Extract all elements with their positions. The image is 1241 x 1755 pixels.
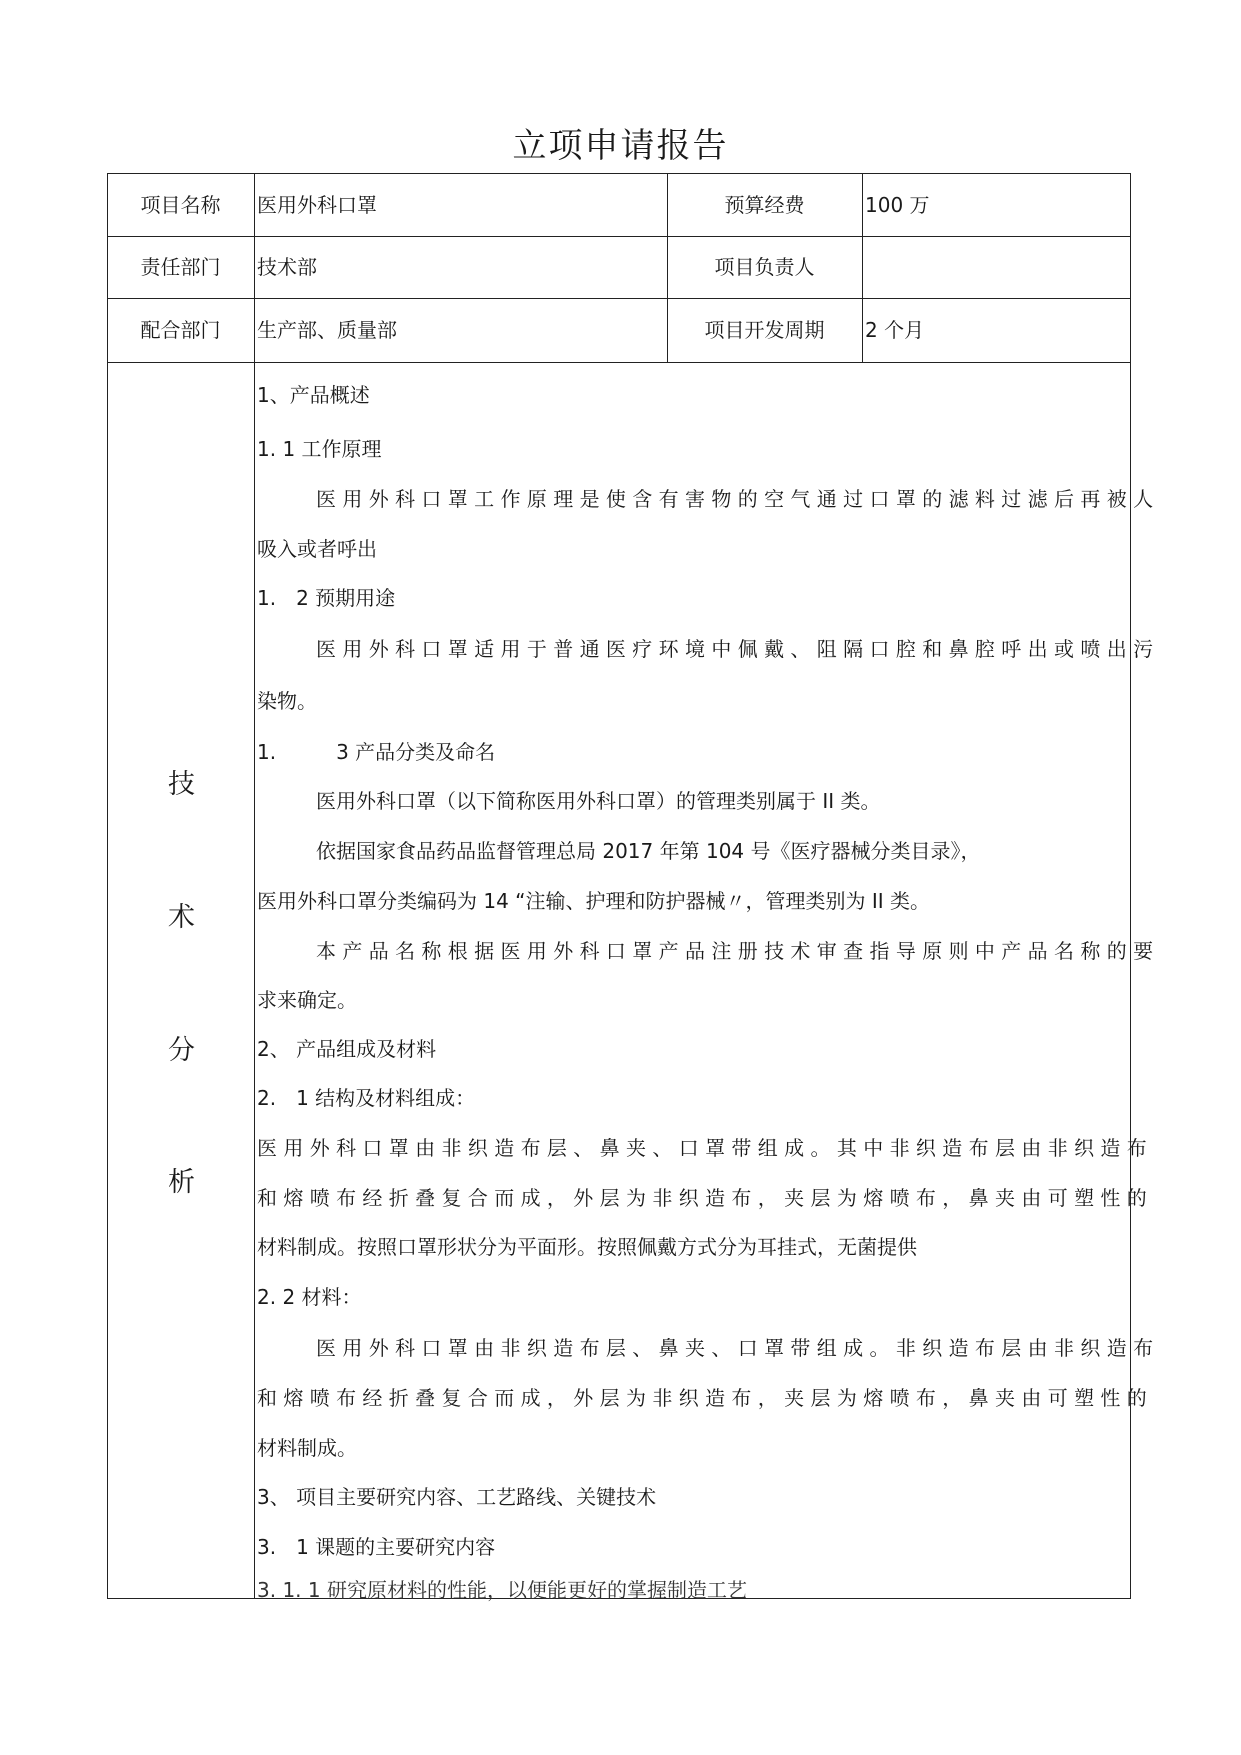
paragraph-line: 和 熔 喷 布 经 折 叠 复 合 而 成 ， 外 层 为 非 织 造 布 ， 夹 层 为 熔 喷 布 ， 鼻 夹 由 可 塑 性 的 [257, 1386, 1147, 1410]
row-divider [107, 298, 1131, 299]
side-label-char: 分 [168, 1035, 195, 1066]
paragraph-line: 医 用 外 科 口 罩 适 用 于 普 通 医 疗 环 境 中 佩 戴 、 阻 隔 口 腔 和 鼻 腔 呼 出 或 喷 出 污 [316, 637, 1154, 661]
column-divider [254, 173, 255, 1599]
subsection-heading: 1. 1 工作原理 [257, 437, 382, 461]
paragraph-line: 医 用 外 科 口 罩 由 非 织 造 布 层 、 鼻 夹 、 口 罩 带 组 成 。 非 织 造 布 层 由 非 织 造 布 [316, 1336, 1154, 1360]
subsection-heading: 2. 1 结构及材料组成： [257, 1086, 476, 1110]
label-budget: 预算经费 [724, 193, 805, 217]
paragraph-line: 材料制成。按照口罩形状分为平面形。按照佩戴方式分为耳挂式，无菌提供 [257, 1235, 917, 1259]
paragraph-line: 染物。 [257, 689, 317, 713]
cut-off-line [257, 1578, 1128, 1602]
cut-off-line-text: 3. 1. 1 研究原材料的性能，以便能更好的掌握制造工艺 [257, 1578, 747, 1602]
side-label-char: 术 [168, 902, 195, 933]
value-project-name: 医用外科口罩 [257, 193, 377, 217]
section-heading: 2、 产品组成及材料 [257, 1037, 437, 1061]
section-heading: 1、产品概述 [257, 383, 370, 407]
paragraph-line: 吸入或者呼出 [257, 537, 377, 561]
subsection-heading: 1. 2 预期用途 [257, 586, 396, 610]
paragraph-line: 和 熔 喷 布 经 折 叠 复 合 而 成 ， 外 层 为 非 织 造 布 ， 夹 层 为 熔 喷 布 ， 鼻 夹 由 可 塑 性 的 [257, 1186, 1147, 1210]
subsection-heading: 1. 3 产品分类及命名 [257, 740, 496, 764]
column-divider [862, 173, 863, 362]
paragraph-line: 材料制成。 [257, 1436, 357, 1460]
paragraph-line: 医 用 外 科 口 罩 由 非 织 造 布 层 、 鼻 夹 、 口 罩 带 组 成 。 其 中 非 织 造 布 层 由 非 织 造 布 [257, 1136, 1147, 1160]
value-budget: 100 万 [865, 193, 930, 217]
paragraph-line: 本 产 品 名 称 根 据 医 用 外 科 口 罩 产 品 注 册 技 术 审 查 指 导 原 则 中 产 品 名 称 的 要 [316, 939, 1154, 963]
subsection-heading: 2. 2 材料： [257, 1285, 362, 1309]
side-label-char: 析 [168, 1167, 195, 1198]
page-title: 立项申请报告 [512, 126, 729, 166]
row-divider [107, 362, 1131, 363]
value-dev-cycle: 2 个月 [865, 318, 925, 342]
value-cooperating-dept: 生产部、质量部 [257, 318, 397, 342]
label-responsible-dept: 责任部门 [140, 255, 221, 279]
paragraph-line: 医用外科口罩分类编码为 14 “注输、护理和防护器械〃，管理类别为 II 类。 [257, 889, 931, 913]
section-heading: 3、 项目主要研究内容、工艺路线、关键技术 [257, 1485, 657, 1509]
side-label-char: 技 [168, 769, 195, 800]
label-project-name: 项目名称 [140, 193, 221, 217]
label-dev-cycle: 项目开发周期 [704, 318, 825, 342]
paragraph-line: 医用外科口罩（以下简称医用外科口罩）的管理类别属于 II 类。 [316, 789, 881, 813]
paragraph-line: 医 用 外 科 口 罩 工 作 原 理 是 使 含 有 害 物 的 空 气 通 过 口 罩 的 滤 料 过 滤 后 再 被 人 [316, 487, 1154, 511]
label-cooperating-dept: 配合部门 [140, 318, 221, 342]
paragraph-line: 依据国家食品药品监督管理总局 2017 年第 104 号《医疗器械分类目录》， [316, 839, 981, 863]
value-responsible-dept: 技术部 [257, 255, 317, 279]
label-project-leader: 项目负责人 [714, 255, 815, 279]
row-divider [107, 236, 1131, 237]
subsection-heading: 3. 1 课题的主要研究内容 [257, 1535, 496, 1559]
paragraph-line: 求来确定。 [257, 988, 357, 1012]
